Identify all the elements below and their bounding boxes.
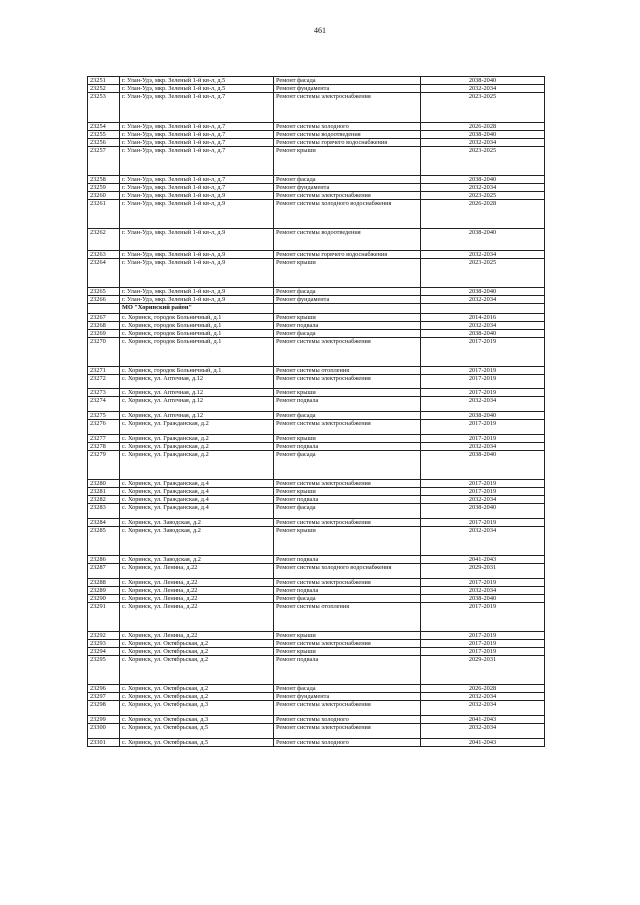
table-row	[88, 296, 545, 304]
row-work-type: Ремонт подвала	[274, 587, 421, 595]
row-id: 23291	[88, 603, 120, 632]
row-address: с. Хоринск, ул. Гражданская, д.2	[120, 435, 274, 443]
row-period: 2032-2034	[421, 527, 545, 556]
table-row	[88, 443, 545, 451]
row-work-type: Ремонт системы электроснабжения	[274, 579, 421, 587]
row-work-type: Ремонт системы электроснабжения	[274, 724, 421, 739]
table-row	[88, 603, 545, 632]
table-row	[88, 412, 545, 420]
table-row	[88, 192, 545, 200]
table-row	[88, 480, 545, 488]
table-row	[88, 322, 545, 330]
row-address: с. Хоринск, ул. Ленина, д.22	[120, 603, 274, 632]
row-work-type: Ремонт фасада	[274, 451, 421, 480]
row-work-type: Ремонт системы электроснабжения	[274, 192, 421, 200]
row-period: 2017-2019	[421, 579, 545, 587]
table-row	[88, 85, 545, 93]
table-row	[88, 496, 545, 504]
row-address: с. Хоринск, ул. Октябрьская, д.5	[120, 724, 274, 739]
row-id: 23286	[88, 556, 120, 564]
row-address: с. Хоринск, ул. Гражданская, д.4	[120, 504, 274, 519]
row-period: 2041-2043	[421, 739, 545, 747]
row-address: г. Улан-Удэ, мкр. Зеленый 1-й кв-л, д.9	[120, 251, 274, 259]
row-address: г. Улан-Удэ, мкр. Зеленый 1-й кв-л, д.9	[120, 288, 274, 296]
row-work-type: Ремонт фасада	[274, 595, 421, 603]
table-row	[88, 251, 545, 259]
row-id: 23266	[88, 296, 120, 304]
row-address: с. Хоринск, ул. Октябрьская, д.3	[120, 716, 274, 724]
row-period: 2026-2028	[421, 200, 545, 229]
table-row	[88, 184, 545, 192]
row-id: 23270	[88, 338, 120, 367]
row-work-type: Ремонт крыши	[274, 147, 421, 176]
row-work-type: Ремонт системы холодного водоснабжения	[274, 200, 421, 229]
row-id: 23301	[88, 739, 120, 747]
table-row	[88, 451, 545, 480]
row-period: 2038-2040	[421, 288, 545, 296]
row-work-type: Ремонт фундамента	[274, 693, 421, 701]
row-work-type: Ремонт крыши	[274, 435, 421, 443]
row-work-type: Ремонт системы холодного	[274, 739, 421, 747]
table-row	[88, 397, 545, 412]
section-number-cell	[88, 304, 120, 314]
row-address: с. Хоринск, ул. Гражданская, д.4	[120, 488, 274, 496]
row-period: 2023-2025	[421, 93, 545, 123]
row-period: 2032-2034	[421, 397, 545, 412]
row-period: 2017-2019	[421, 519, 545, 527]
row-id: 23255	[88, 131, 120, 139]
table-row	[88, 259, 545, 288]
row-work-type: Ремонт системы электроснабжения	[274, 338, 421, 367]
table-row	[88, 488, 545, 496]
row-id: 23298	[88, 701, 120, 716]
table-row	[88, 632, 545, 640]
row-address: с. Хоринск, ул. Гражданская, д.4	[120, 480, 274, 488]
row-work-type: Ремонт системы электроснабжения	[274, 93, 421, 123]
row-period: 2017-2019	[421, 389, 545, 397]
row-id: 23275	[88, 412, 120, 420]
row-id: 23285	[88, 527, 120, 556]
row-id: 23276	[88, 420, 120, 435]
row-id: 23273	[88, 389, 120, 397]
row-id: 23293	[88, 640, 120, 648]
row-address: с. Хоринск, ул. Гражданская, д.2	[120, 451, 274, 480]
row-id: 23252	[88, 85, 120, 93]
row-address: с. Хоринск, городок Больничный, д.1	[120, 322, 274, 330]
table-body	[88, 77, 545, 747]
row-address: г. Улан-Удэ, мкр. Зеленый 1-й кв-л, д.9	[120, 296, 274, 304]
row-period: 2017-2019	[421, 480, 545, 488]
row-work-type: Ремонт фасада	[274, 412, 421, 420]
table-row	[88, 229, 545, 251]
row-address: г. Улан-Удэ, мкр. Зеленый 1-й кв-л, д.7	[120, 147, 274, 176]
row-id: 23294	[88, 648, 120, 656]
table-row	[88, 131, 545, 139]
repair-schedule-table	[87, 76, 545, 747]
row-work-type: Ремонт фасада	[274, 288, 421, 296]
row-id: 23284	[88, 519, 120, 527]
row-period: 2041-2043	[421, 556, 545, 564]
row-period: 2038-2040	[421, 330, 545, 338]
row-work-type: Ремонт подвала	[274, 322, 421, 330]
table-row	[88, 93, 545, 123]
row-period: 2032-2034	[421, 693, 545, 701]
row-work-type: Ремонт системы электроснабжения	[274, 701, 421, 716]
row-work-type: Ремонт крыши	[274, 259, 421, 288]
row-period: 2032-2034	[421, 496, 545, 504]
row-period: 2032-2034	[421, 85, 545, 93]
row-address: с. Хоринск, городок Больничный, д.1	[120, 338, 274, 367]
row-address: с. Хоринск, ул. Октябрьская, д.2	[120, 640, 274, 648]
row-work-type: Ремонт фасада	[274, 330, 421, 338]
table-row	[88, 314, 545, 322]
table-row	[88, 739, 545, 747]
row-period: 2041-2043	[421, 716, 545, 724]
row-address: с. Хоринск, городок Больничный, д.1	[120, 367, 274, 375]
table-row	[88, 724, 545, 739]
row-id: 23254	[88, 123, 120, 131]
table-row	[88, 685, 545, 693]
row-work-type: Ремонт подвала	[274, 656, 421, 685]
row-work-type: Ремонт крыши	[274, 632, 421, 640]
row-address: г. Улан-Удэ, мкр. Зеленый 1-й кв-л, д.7	[120, 176, 274, 184]
row-work-type: Ремонт фасада	[274, 176, 421, 184]
row-period: 2038-2040	[421, 131, 545, 139]
table-row	[88, 330, 545, 338]
row-work-type: Ремонт фасада	[274, 685, 421, 693]
row-address: г. Улан-Удэ, мкр. Зеленый 1-й кв-л, д.9	[120, 229, 274, 251]
row-work-type: Ремонт системы электроснабжения	[274, 519, 421, 527]
row-period: 2017-2019	[421, 338, 545, 367]
row-period: 2017-2019	[421, 435, 545, 443]
row-address: с. Хоринск, ул. Заводская, д.2	[120, 556, 274, 564]
row-address: с. Хоринск, ул. Аптечная, д.12	[120, 397, 274, 412]
table-row	[88, 200, 545, 229]
row-id: 23260	[88, 192, 120, 200]
row-id: 23295	[88, 656, 120, 685]
row-address: г. Улан-Удэ, мкр. Зеленый 1-й кв-л, д.5	[120, 85, 274, 93]
row-period: 2017-2019	[421, 640, 545, 648]
row-address: г. Улан-Удэ, мкр. Зеленый 1-й кв-л, д.9	[120, 192, 274, 200]
table-row	[88, 556, 545, 564]
row-work-type: Ремонт системы горячего водоснабжения	[274, 251, 421, 259]
row-period: 2038-2040	[421, 176, 545, 184]
row-address: с. Хоринск, ул. Аптечная, д.12	[120, 412, 274, 420]
row-work-type: Ремонт системы электроснабжения	[274, 480, 421, 488]
row-address: г. Улан-Удэ, мкр. Зеленый 1-й кв-л, д.9	[120, 259, 274, 288]
row-address: с. Хоринск, городок Больничный, д.1	[120, 330, 274, 338]
row-period: 2032-2034	[421, 724, 545, 739]
table-row	[88, 435, 545, 443]
row-period: 2023-2025	[421, 259, 545, 288]
row-period: 2017-2019	[421, 603, 545, 632]
table-row	[88, 519, 545, 527]
row-address: с. Хоринск, ул. Аптечная, д.12	[120, 375, 274, 389]
row-address: с. Хоринск, ул. Октябрьская, д.2	[120, 693, 274, 701]
row-work-type: Ремонт системы горячего водоснабжения	[274, 139, 421, 147]
row-period: 2029-2031	[421, 564, 545, 579]
row-id: 23299	[88, 716, 120, 724]
table-row	[88, 587, 545, 595]
row-id: 23281	[88, 488, 120, 496]
row-id: 23289	[88, 587, 120, 595]
row-period: 2032-2034	[421, 322, 545, 330]
row-work-type: Ремонт системы водоотведения	[274, 131, 421, 139]
table-row	[88, 648, 545, 656]
row-address: с. Хоринск, ул. Гражданская, д.2	[120, 443, 274, 451]
row-period: 2023-2025	[421, 192, 545, 200]
row-id: 23258	[88, 176, 120, 184]
row-address: г. Улан-Удэ, мкр. Зеленый 1-й кв-л, д.7	[120, 184, 274, 192]
row-period: 2017-2019	[421, 420, 545, 435]
row-id: 23274	[88, 397, 120, 412]
row-id: 23251	[88, 77, 120, 85]
row-id: 23290	[88, 595, 120, 603]
row-period: 2023-2025	[421, 147, 545, 176]
row-work-type: Ремонт подвала	[274, 443, 421, 451]
row-work-type: Ремонт крыши	[274, 527, 421, 556]
table-row	[88, 656, 545, 685]
row-period: 2026-2028	[421, 685, 545, 693]
row-work-type: Ремонт системы отопления	[274, 367, 421, 375]
row-id: 23282	[88, 496, 120, 504]
table-row	[88, 139, 545, 147]
section-empty-cell	[274, 304, 421, 314]
table-row	[88, 389, 545, 397]
table-row	[88, 640, 545, 648]
row-work-type: Ремонт фундамента	[274, 85, 421, 93]
row-period: 2029-2031	[421, 656, 545, 685]
row-address: с. Хоринск, ул. Ленина, д.22	[120, 564, 274, 579]
row-id: 23279	[88, 451, 120, 480]
table-row	[88, 375, 545, 389]
row-id: 23292	[88, 632, 120, 640]
row-period: 2038-2040	[421, 504, 545, 519]
row-period: 2032-2034	[421, 251, 545, 259]
row-address: г. Улан-Удэ, мкр. Зеленый 1-й кв-л, д.7	[120, 123, 274, 131]
row-work-type: Ремонт системы отопления	[274, 603, 421, 632]
row-work-type: Ремонт фасада	[274, 77, 421, 85]
row-period: 2017-2019	[421, 367, 545, 375]
row-period: 2032-2034	[421, 184, 545, 192]
table-row	[88, 338, 545, 367]
row-id: 23264	[88, 259, 120, 288]
row-address: г. Улан-Удэ, мкр. Зеленый 1-й кв-л, д.7	[120, 131, 274, 139]
row-address: с. Хоринск, ул. Октябрьская, д.5	[120, 739, 274, 747]
row-id: 23259	[88, 184, 120, 192]
row-id: 23271	[88, 367, 120, 375]
row-address: г. Улан-Удэ, мкр. Зеленый 1-й кв-л, д.7	[120, 139, 274, 147]
row-work-type: Ремонт крыши	[274, 389, 421, 397]
table-row	[88, 595, 545, 603]
row-id: 23267	[88, 314, 120, 322]
row-id: 23257	[88, 147, 120, 176]
row-work-type: Ремонт фундамента	[274, 184, 421, 192]
row-work-type: Ремонт системы холодного	[274, 123, 421, 131]
row-id: 23277	[88, 435, 120, 443]
row-period: 2032-2034	[421, 139, 545, 147]
row-address: с. Хоринск, ул. Гражданская, д.4	[120, 496, 274, 504]
row-id: 23261	[88, 200, 120, 229]
row-address: с. Хоринск, ул. Ленина, д.22	[120, 579, 274, 587]
row-work-type: Ремонт подвала	[274, 397, 421, 412]
row-period: 2017-2019	[421, 488, 545, 496]
row-work-type: Ремонт фасада	[274, 504, 421, 519]
row-work-type: Ремонт системы холодного	[274, 716, 421, 724]
row-period: 2026-2028	[421, 123, 545, 131]
row-work-type: Ремонт системы водоотведения	[274, 229, 421, 251]
row-id: 23278	[88, 443, 120, 451]
row-id: 23300	[88, 724, 120, 739]
row-id: 23256	[88, 139, 120, 147]
row-work-type: Ремонт фундамента	[274, 296, 421, 304]
row-work-type: Ремонт системы электроснабжения	[274, 640, 421, 648]
row-address: г. Улан-Удэ, мкр. Зеленый 1-й кв-л, д.7	[120, 93, 274, 123]
row-period: 2038-2040	[421, 77, 545, 85]
row-id: 23288	[88, 579, 120, 587]
row-id: 23262	[88, 229, 120, 251]
section-row	[88, 304, 545, 314]
row-address: с. Хоринск, ул. Октябрьская, д.2	[120, 648, 274, 656]
row-id: 23272	[88, 375, 120, 389]
table-row	[88, 176, 545, 184]
table-row	[88, 527, 545, 556]
row-address: с. Хоринск, ул. Заводская, д.2	[120, 527, 274, 556]
row-period: 2014-2016	[421, 314, 545, 322]
row-work-type: Ремонт крыши	[274, 314, 421, 322]
row-id: 23296	[88, 685, 120, 693]
table-row	[88, 693, 545, 701]
row-address: г. Улан-Удэ, мкр. Зеленый 1-й кв-л, д.5	[120, 77, 274, 85]
row-id: 23263	[88, 251, 120, 259]
table-row	[88, 367, 545, 375]
row-period: 2032-2034	[421, 443, 545, 451]
row-period: 2038-2040	[421, 451, 545, 480]
table-row	[88, 564, 545, 579]
table-row	[88, 420, 545, 435]
row-period: 2017-2019	[421, 632, 545, 640]
row-work-type: Ремонт подвала	[274, 496, 421, 504]
section-empty-cell	[421, 304, 545, 314]
row-work-type: Ремонт системы электроснабжения	[274, 420, 421, 435]
row-period: 2038-2040	[421, 412, 545, 420]
row-address: с. Хоринск, ул. Ленина, д.22	[120, 587, 274, 595]
row-id: 23265	[88, 288, 120, 296]
row-period: 2032-2034	[421, 587, 545, 595]
table-row	[88, 123, 545, 131]
table-row	[88, 504, 545, 519]
table-row	[88, 701, 545, 716]
row-work-type: Ремонт подвала	[274, 556, 421, 564]
row-address: с. Хоринск, ул. Ленина, д.22	[120, 595, 274, 603]
row-work-type: Ремонт крыши	[274, 488, 421, 496]
row-id: 23287	[88, 564, 120, 579]
page-number: 461	[314, 26, 326, 35]
row-id: 23268	[88, 322, 120, 330]
row-address: с. Хоринск, ул. Октябрьская, д.3	[120, 701, 274, 716]
row-period: 2038-2040	[421, 229, 545, 251]
row-id: 23269	[88, 330, 120, 338]
row-period: 2017-2019	[421, 375, 545, 389]
row-address: с. Хоринск, городок Больничный, д.1	[120, 314, 274, 322]
row-id: 23297	[88, 693, 120, 701]
row-period: 2032-2034	[421, 296, 545, 304]
table-row	[88, 77, 545, 85]
table-row	[88, 716, 545, 724]
row-address: с. Хоринск, ул. Гражданская, д.2	[120, 420, 274, 435]
table-row	[88, 579, 545, 587]
table-row	[88, 147, 545, 176]
row-address: с. Хоринск, ул. Ленина, д.22	[120, 632, 274, 640]
row-address: с. Хоринск, ул. Заводская, д.2	[120, 519, 274, 527]
row-period: 2017-2019	[421, 648, 545, 656]
row-period: 2038-2040	[421, 595, 545, 603]
row-id: 23253	[88, 93, 120, 123]
row-period: 2032-2034	[421, 701, 545, 716]
table-row	[88, 288, 545, 296]
row-address: г. Улан-Удэ, мкр. Зеленый 1-й кв-л, д.9	[120, 200, 274, 229]
row-address: с. Хоринск, ул. Аптечная, д.12	[120, 389, 274, 397]
row-work-type: Ремонт крыши	[274, 648, 421, 656]
row-work-type: Ремонт системы холодного водоснабжения	[274, 564, 421, 579]
section-title: МО "Хоринский район"	[120, 304, 274, 314]
row-id: 23283	[88, 504, 120, 519]
row-address: с. Хоринск, ул. Октябрьская, д.2	[120, 685, 274, 693]
row-address: с. Хоринск, ул. Октябрьская, д.2	[120, 656, 274, 685]
row-work-type: Ремонт системы электроснабжения	[274, 375, 421, 389]
row-id: 23280	[88, 480, 120, 488]
